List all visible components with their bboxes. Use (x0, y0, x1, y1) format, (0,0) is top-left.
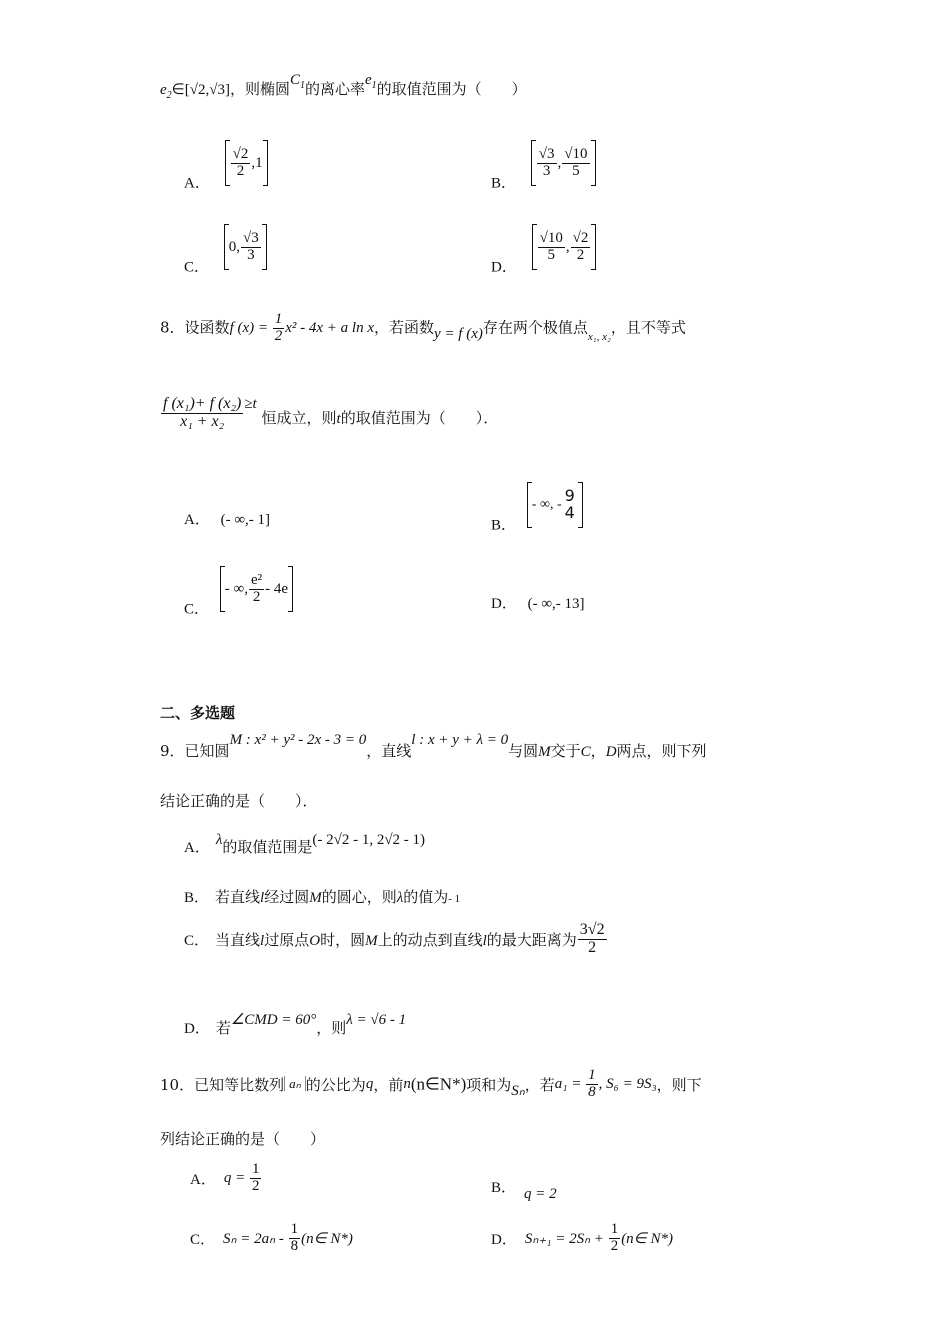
q7-option-d[interactable]: D． $\frac{√10}{5}$ , $\frac{√2}{2}$ (491, 224, 596, 277)
q10-option-c[interactable]: C． Sₙ = 2aₙ - $\frac{1}{8}$ (n∈ N*) (190, 1221, 353, 1254)
q9-option-b[interactable]: B． 若直线l经过圆M的圆心，则λ的值为- 1 (184, 888, 461, 906)
q9-stem-cont: 结论正确的是（ ）． (160, 792, 318, 810)
q8-number: 8． (160, 318, 185, 337)
q9-option-c[interactable]: C． 当直线l过原点O时，圆M上的动点到直线l的最大距离为 $\frac{3√2}{2}$ (184, 921, 605, 956)
q8-option-b[interactable]: B． - ∞, - 9 4 (491, 482, 583, 535)
q9-stem: 9．已知圆M : x² + y² - 2x - 3 = 0，直线l : x + y + λ = 0与圆M交于C，D两点，则下列 (160, 732, 707, 760)
q8-inequality: $\frac{\text{f (x₁)+ f (x₂)}}{\text{x₁ + x₂}}$ ≥t 恒成立，则t的取值范围为（ ）． (163, 395, 499, 430)
q10-option-d[interactable]: D． Sₙ₊₁ = 2Sₙ + $\frac{1}{2}$ (n∈ N*) (491, 1221, 673, 1254)
q7-interval: ∈[√2,√3] (171, 82, 230, 98)
q8-function: f (x) = $\frac{1}{2}$ x² - 4x + a ln x (229, 311, 375, 344)
q7-stem: $e_2\in[√2,√3]$，则椭圆$C_1$的离心率$e_1$的取值范围为（ ） (160, 72, 527, 101)
q9-option-a[interactable]: A． λ的取值范围是(- 2√2 - 1, 2√2 - 1) (184, 832, 426, 856)
q7-e2: $e_2$ (160, 82, 172, 101)
q7-option-c[interactable]: C． 0, $\frac{√3}{3}$ (184, 224, 267, 277)
q10-stem: 10．已知等比数列 aₙ 的公比为q，前n(n∈N*)项和为Sₙ，若a₁ = $\frac{1}{8}$ , S₆ = 9S₃，则下 (160, 1067, 702, 1100)
q7-option-b[interactable]: B． $\frac{√3}{3}$ , $\frac{√10}{5}$ (491, 140, 596, 193)
q9-line-eq: l : x + y + λ = 0 (411, 732, 509, 748)
q8-option-a[interactable]: A． (- ∞,- 1] (184, 512, 271, 528)
section-title: 二、多选题 (160, 704, 236, 722)
q9-circle-eq: M : x² + y² - 2x - 3 = 0 (229, 732, 367, 748)
q8-stem: 8．设函数f (x) = $\frac{1}{2}$ x² - 4x + a ln x，若函数y = f (x)存在两个极值点$_{x_1, x_2}$，且不等式 (160, 311, 686, 344)
q9-option-d[interactable]: D． 若∠CMD = 60°，则λ = √6 - 1 (184, 1012, 407, 1037)
q7-c1: $C_1$ (289, 72, 305, 91)
q10-option-b[interactable]: B． q = 2 (491, 1180, 557, 1202)
q8-option-d[interactable]: D． (- ∞,- 13] (491, 596, 585, 612)
q10-stem-cont: 列结论正确的是（ ） (160, 1130, 326, 1148)
q8-option-c[interactable]: C． - ∞, $\frac{\text{e²}}{2}$ - 4e (184, 566, 293, 619)
q10-option-a[interactable]: A． q = $\frac{1}{2}$ (190, 1161, 260, 1194)
q7-option-a[interactable]: A． $\frac{√2}{2}$ ,1 (184, 140, 268, 193)
q7-e1: $e_1$ (365, 72, 377, 91)
